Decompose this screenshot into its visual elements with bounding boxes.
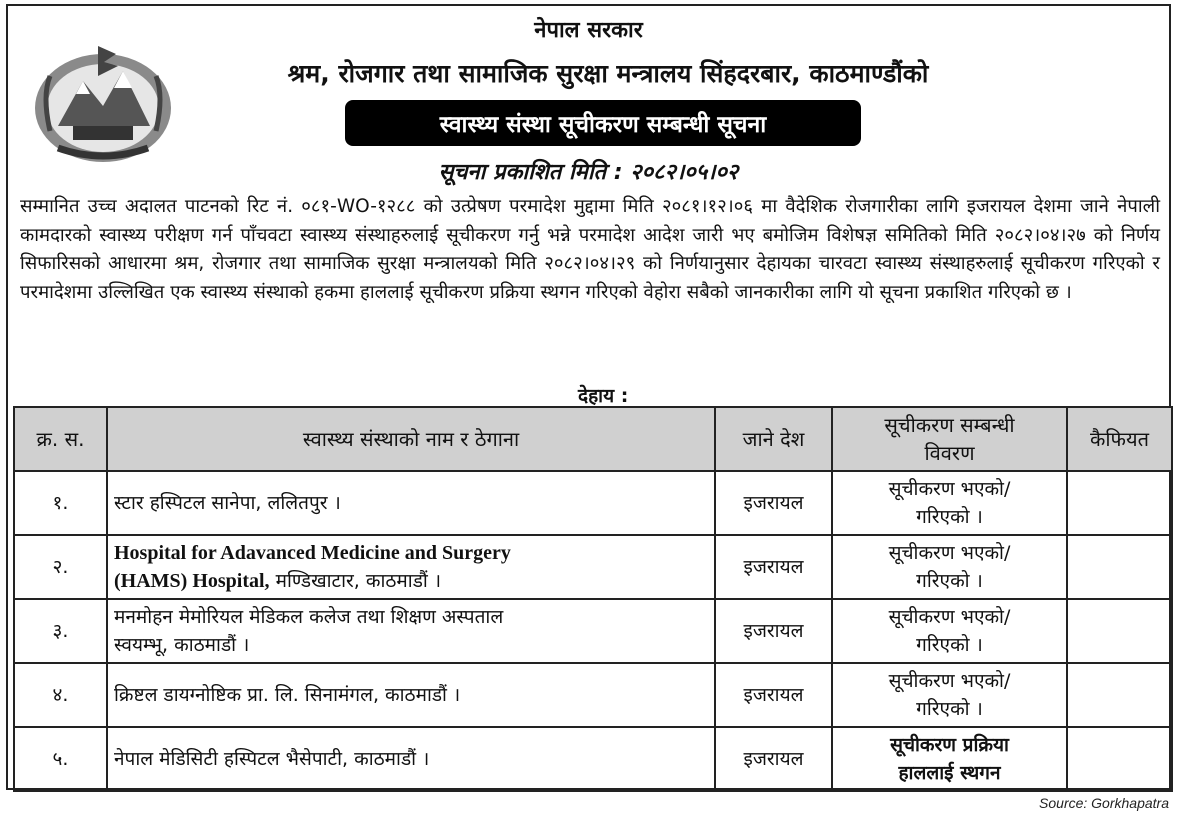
row-status-line2: गरिएको । — [916, 506, 983, 528]
row-sn: २. — [14, 535, 107, 599]
row-name: स्टार हस्पिटल सानेपा, ललितपुर । — [107, 471, 715, 535]
row-country: इजरायल — [715, 471, 832, 535]
row-country: इजरायल — [715, 727, 832, 791]
notice-paragraph: सम्मानित उच्च अदालत पाटनको रिट नं. ०८१-WO-१२८८ को उत्प्रेषण परमादेश मुद्दामा मिति २०८१।१२।०६ मा वैदेशिक रोजगारीका लागि इजरायल देशमा जाने नेपाली कामदारको स्वास्थ्य परीक्षण गर्न पाँचवटा स्वास्थ्य संस्थाहरुलाई सूचीकरण गर्नु भन्ने परमादेश आदेश जारी भए बमोजिम विशेषज्ञ समितिको मिति २०८२।०४।२७ को निर्णय सिफारिसको आधारमा श्रम, रोजगार तथा सामाजिक सुरक्षा मन्त्रालयको मिति २०८२।०४।२९ को निर्णयानुसार देहायका चारवटा स्वास्थ्य संस्थाहरुलाई सूचीकरण गरिएको र परमादेशमा उल्लिखित एक स्वास्थ्य संस्थाको हकमा हाललाई सूचीकरण प्रक्रिया स्थगन गरिएको वेहोरा सबैको जानकारीका लागि यो सूचना प्रकाशित गरिएको छ । — [20, 196, 1160, 303]
row-remarks — [1067, 471, 1172, 535]
row-name: क्रिष्टल डायग्नोष्टिक प्रा. लि. सिनामंगल, काठमाडौं । — [107, 663, 715, 727]
header-status-line2: विवरण — [924, 441, 975, 465]
government-title: नेपाल सरकार — [534, 18, 643, 43]
row-status-line1: सूचीकरण भएको/ — [888, 606, 1011, 628]
row-sn: ३. — [14, 599, 107, 663]
row-name-address: मण्डिखाटार, काठमाडौं । — [269, 570, 442, 592]
table-row — [14, 471, 1172, 535]
row-status-line1: सूचीकरण भएको/ — [888, 478, 1011, 500]
health-institutions-table — [13, 406, 1173, 792]
row-name-english-line2: (HAMS) Hospital, — [114, 570, 270, 592]
row-status — [832, 727, 1067, 791]
row-name — [107, 599, 715, 663]
header-remarks: कैफियत — [1067, 407, 1172, 471]
row-status-line2: गरिएको । — [916, 698, 983, 720]
ministry-title: श्रम, रोजगार तथा सामाजिक सुरक्षा मन्त्रालय सिंहदरबार, काठमाण्डौंको — [287, 59, 929, 88]
header-status — [832, 407, 1067, 471]
row-remarks — [1067, 727, 1172, 791]
row-sn: ५. — [14, 727, 107, 791]
row-country: इजरायल — [715, 599, 832, 663]
row-remarks — [1067, 663, 1172, 727]
row-name-english-line1: Hospital for Adavanced Medicine and Surgery — [114, 542, 511, 564]
nepal-government-emblem-icon — [28, 36, 178, 166]
row-remarks — [1067, 535, 1172, 599]
table-row — [14, 535, 1172, 599]
header-country: जाने देश — [715, 407, 832, 471]
row-status — [832, 663, 1067, 727]
row-status-line1: सूचीकरण प्रक्रिया — [890, 734, 1009, 756]
row-sn: ४. — [14, 663, 107, 727]
row-name — [107, 535, 715, 599]
table-header-row — [14, 407, 1172, 471]
header-name: स्वास्थ्य संस्थाको नाम र ठेगाना — [107, 407, 715, 471]
row-status-line2: गरिएको । — [916, 634, 983, 656]
publication-date: सूचना प्रकाशित मिति : २०८२।०५।०२ — [438, 160, 739, 185]
row-status — [832, 599, 1067, 663]
row-status-line2: हाललाई स्थगन — [898, 762, 1001, 784]
row-remarks — [1067, 599, 1172, 663]
row-status-line2: गरिएको । — [916, 570, 983, 592]
row-status — [832, 535, 1067, 599]
row-name-line1: मनमोहन मेमोरियल मेडिकल कलेज तथा शिक्षण अस्पताल — [114, 606, 504, 628]
row-status — [832, 471, 1067, 535]
header-sn: क्र. स. — [14, 407, 107, 471]
row-name-line2: स्वयम्भू, काठमाडौं । — [114, 634, 250, 656]
section-label: देहाय : — [578, 385, 629, 407]
table-row — [14, 599, 1172, 663]
row-country: इजरायल — [715, 663, 832, 727]
source-credit: Source: Gorkhapatra — [1039, 795, 1169, 811]
row-country: इजरायल — [715, 535, 832, 599]
table-row — [14, 727, 1172, 791]
row-status-line1: सूचीकरण भएको/ — [888, 670, 1011, 692]
row-sn: १. — [14, 471, 107, 535]
header-status-line1: सूचीकरण सम्बन्धी — [884, 413, 1015, 437]
notice-title-banner: स्वास्थ्य संस्था सूचीकरण सम्बन्धी सूचना — [345, 100, 861, 146]
table-row — [14, 663, 1172, 727]
row-status-line1: सूचीकरण भएको/ — [888, 542, 1011, 564]
row-name-line2 — [114, 567, 708, 595]
row-name: नेपाल मेडिसिटी हस्पिटल भैसेपाटी, काठमाडौं । — [107, 727, 715, 791]
